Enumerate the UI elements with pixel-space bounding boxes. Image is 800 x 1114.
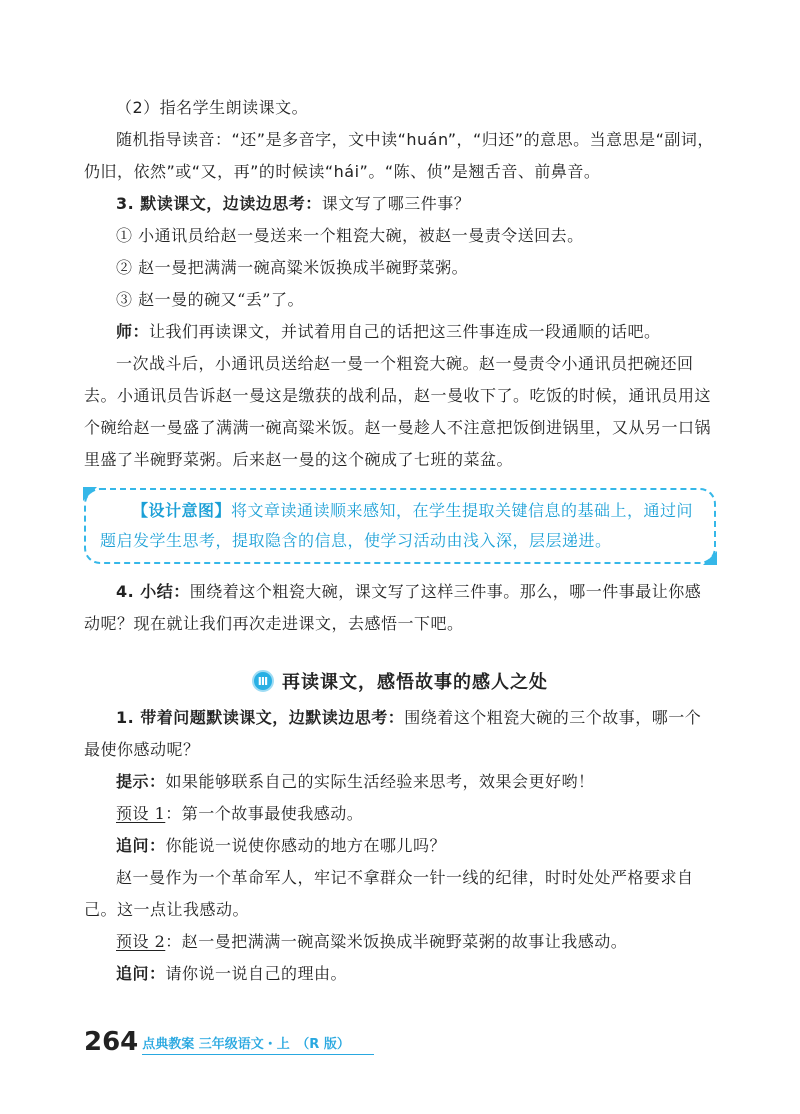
- summary-4: [84, 576, 716, 640]
- story-summary: 一次战斗后，小通讯员送给赵一曼一个粗瓷大碗。赵一曼责令小通讯员把碗还回去。小通讯员告诉赵一曼这是缴获的战利品，赵一曼收下了。吃饭的时候，通讯员用这个碗给赵一曼盛了满满一碗高粱米饭。赵一曼趁人不注意把饭倒进锅里，又从另一口锅里盛了半碗野菜粥。后来赵一曼的这个碗成了七班的菜盆。: [84, 354, 712, 469]
- follow-up-1-label: 追问：: [116, 836, 166, 855]
- design-intent-box: [84, 488, 716, 564]
- pronunciation-guide: 随机指导读音：“还”是多音字，文中读“huán”，“归还”的意思。当意思是“副词，仍旧，依然”或“又，再”的时候读“hái”。“陈、侦”是翘舌音、前鼻音。: [84, 130, 714, 181]
- preset-1-text: ：第一个故事最使我感动。: [165, 804, 364, 823]
- event-2: ② 赵一曼把满满一碗高粱米饭换成半碗野菜粥。: [116, 258, 469, 277]
- section-title: 再读课文，感悟故事的感人之处: [282, 672, 548, 693]
- question-1-label: 1. 带着问题默读课文，边默读边思考：: [116, 708, 405, 727]
- summary-label: 4. 小结：: [116, 582, 190, 601]
- page-number: 264: [84, 1027, 139, 1057]
- question-3-text: 课文写了哪三件事？: [321, 194, 471, 213]
- tip-text: 如果能够联系自己的实际生活经验来思考，效果会更好哟！: [165, 772, 595, 791]
- answer-1: 赵一曼作为一个革命军人，牢记不拿群众一针一线的纪律，时时处处严格要求自己。这一点让我感动。: [84, 868, 694, 919]
- event-1: ① 小通讯员给赵一曼送来一个粗瓷大碗，被赵一曼责令送回去。: [116, 226, 584, 245]
- page-footer: [84, 1029, 374, 1055]
- follow-up-1: [84, 830, 716, 862]
- box-corner-ornament: [83, 487, 97, 501]
- summary-text: 围绕着这个粗瓷大碗，课文写了这样三件事。那么，哪一件事最让你感动呢？现在就让我们再次走进课文，去感悟一下吧。: [84, 582, 702, 633]
- box-corner-ornament: [703, 551, 717, 565]
- event-3: ③ 赵一曼的碗又“丢”了。: [116, 290, 304, 309]
- section-heading: [84, 668, 716, 694]
- question-1-text: 围绕着这个粗瓷大碗的三个故事，哪一个最使你感动呢？: [84, 708, 702, 759]
- preset-2-label: 预设 2: [116, 932, 166, 951]
- preset-1-label: 预设 1: [116, 804, 166, 823]
- teacher-label: 师：: [116, 322, 150, 341]
- design-intent-text: 将文章读通读顺来感知，在学生提取关键信息的基础上，通过问题启发学生思考，提取隐含的信息，使学习活动由浅入深，层层递进。: [100, 501, 694, 550]
- teacher-text: 让我们再读课文，并试着用自己的话把这三件事连成一段通顺的话吧。: [149, 322, 661, 341]
- design-intent: [100, 496, 700, 556]
- book-title: 点典教案 三年级语文・上 （R 版）: [142, 1037, 374, 1055]
- tip-label: 提示：: [116, 772, 166, 791]
- tip: [84, 766, 716, 798]
- preset-2: [84, 926, 716, 958]
- question-3-label: 3. 默读课文，边读边思考：: [116, 194, 322, 213]
- roman-numeral-three-icon: Ⅲ: [252, 670, 274, 692]
- step-2-heading: （2）指名学生朗读课文。: [116, 98, 309, 117]
- follow-up-2-text: 请你说一说自己的理由。: [165, 964, 348, 983]
- page-content: [84, 92, 716, 990]
- design-intent-label: 【设计意图】: [132, 501, 232, 520]
- question-1: [84, 702, 716, 766]
- follow-up-2: [84, 958, 716, 990]
- preset-2-text: ：赵一曼把满满一碗高粱米饭换成半碗野菜粥的故事让我感动。: [165, 932, 628, 951]
- follow-up-1-text: 你能说一说使你感动的地方在哪儿吗？: [165, 836, 447, 855]
- follow-up-2-label: 追问：: [116, 964, 166, 983]
- preset-1: [84, 798, 716, 830]
- question-3: [84, 188, 716, 220]
- teacher-prompt: [84, 316, 716, 348]
